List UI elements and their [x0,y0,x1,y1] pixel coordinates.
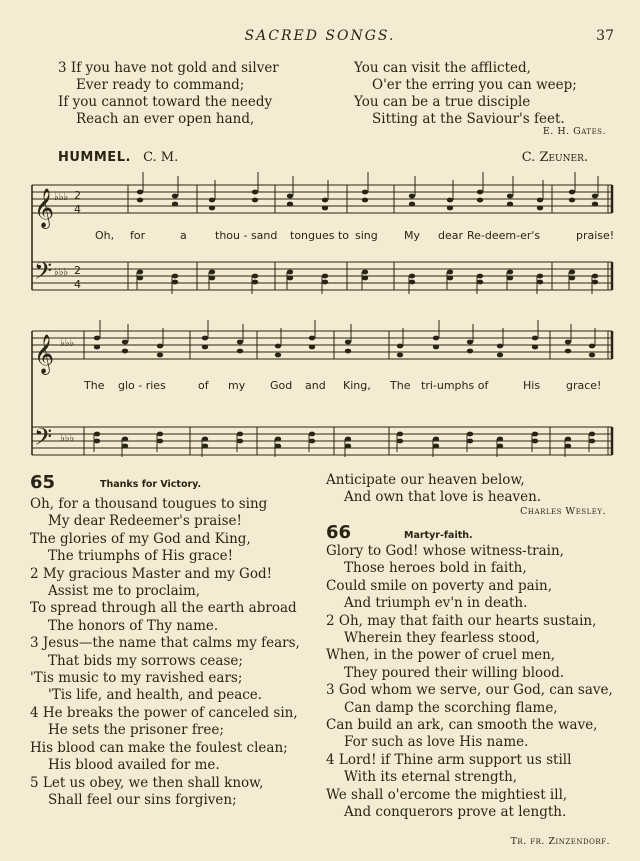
verse-line: For such as love His name. [344,734,529,751]
verse-line: Could smile on poverty and pain, [326,577,553,594]
verse-line: The honors of Thy name. [48,617,219,634]
lyric-syllable: a [180,229,187,242]
hymn-65-number: 65 [30,472,56,493]
verse-line: He sets the prisoner free; [48,722,224,739]
verse-line: Shall feel our sins forgiven; [48,791,237,808]
verse-line: They poured their willing blood. [344,664,565,681]
svg-text:♭♭♭: ♭♭♭ [54,267,69,278]
verse-line: 5 Let us obey, we then shall know, [30,774,264,791]
prev-hymn-right-stanza: You can visit the afflicted, O'er the erring you can weep; You can be a true disciple Sitting at the Saviour's feet. [354,60,577,127]
verse-line: We shall o'ercome the mightiest ill, [326,786,568,803]
prev-hymn-left-stanza: 3 If you have not gold and silver Ever ready to command; If you cannot toward the needy Reach an ever open hand, [58,60,279,127]
svg-text:2: 2 [74,189,81,202]
lyric-syllable: tongues to [290,229,350,242]
hymn-65-text [30,496,300,809]
verse-line: With its eternal strength, [344,769,518,786]
lyric-syllable: for [130,229,146,242]
lyric-syllable: praise! [576,229,615,242]
verse-line: 2 Oh, may that faith our hearts sustain, [326,612,597,629]
verse-line: 3 Jesus—the name that calms my fears, [30,635,300,652]
svg-text:𝄢: 𝄢 [34,257,53,290]
lyric-syllable: thou - sand [215,229,278,242]
verse-line: Glory to God! whose witness-train, [326,543,564,559]
svg-text:𝄞: 𝄞 [34,334,55,374]
verse-line: 3 God whom we serve, our God, can save, [326,682,613,699]
lyric-syllable: tri-umphs of [421,379,489,392]
lyric-syllable: my [228,379,246,392]
lyric-syllable: sing [355,229,378,242]
verse-line: Can damp the scorching flame, [344,699,558,716]
svg-text:4: 4 [74,278,81,291]
hymn-66-number: 66 [326,522,352,543]
hymn-65-title: Thanks for Victory. [100,479,202,490]
tune-meter: C. M. [143,150,179,165]
verse-line: 'Tis life, and health, and peace. [48,687,263,704]
svg-text:♭♭♭: ♭♭♭ [60,338,75,349]
verse-line: Can build an ark, can smooth the wave, [326,717,598,734]
verse-line: When, in the power of cruel men, [326,647,556,664]
verse-line: And triumph ev'n in death. [344,595,528,612]
lyric-syllable: dear [438,229,464,242]
svg-text:4: 4 [74,203,81,216]
lyric-syllable: and [305,379,326,392]
svg-text:♭♭♭: ♭♭♭ [60,433,75,444]
svg-text:𝄞: 𝄞 [34,188,55,228]
verse-line: Oh, for a thousand tougues to sing [30,496,268,512]
hymn-65-continuation: Anticipate our heaven below, And own that love is heaven. [326,472,542,506]
lyric-syllable: His [523,379,541,392]
svg-text:2: 2 [74,264,81,277]
verse-line: That bids my sorrows cease; [48,652,243,669]
lyric-syllable: My [404,229,421,242]
verse-line: Those heroes bold in faith, [344,560,527,577]
lyric-syllable: Oh, [95,229,115,242]
verse-line: And conquerors prove at length. [344,804,567,821]
verse-line: Wherein they fearless stood, [344,630,540,647]
svg-text:𝄢: 𝄢 [34,423,53,456]
verse-line: 'Tis music to my ravished ears; [30,670,243,687]
verse-line: To spread through all the earth abroad [30,600,297,617]
page-number: 37 [596,28,614,44]
hymn-66-author: Tr. fr. Zinzendorf. [510,836,610,847]
verse-line: The glories of my God and King, [30,530,251,547]
verse-line: 4 He breaks the power of canceled sin, [30,704,298,721]
lyric-syllable: The [84,379,105,392]
verse-line: Assist me to proclaim, [48,583,201,600]
lyric-syllable: The [390,379,411,392]
lyric-syllable: grace! [566,379,602,392]
verse-line: 2 My gracious Master and my God! [30,565,273,582]
prev-hymn-author: E. H. Gates. [542,126,606,137]
verse-line: My dear Redeemer's praise! [48,513,242,530]
lyric-syllable: glo - ries [118,379,166,392]
tune-name: HUMMEL. [58,150,131,165]
hymn-65-author: Charles Wesley. [520,506,606,517]
lyric-syllable: Re-deem-er's [467,229,541,242]
verse-line: His blood availed for me. [48,757,220,774]
lyric-syllable: God [270,379,293,392]
verse-line: 4 Lord! if Thine arm support us still [326,751,572,768]
hymn-66-title: Martyr-faith. [404,530,473,541]
verse-line: The triumphs of His grace! [48,548,234,565]
svg-text:♭♭♭: ♭♭♭ [54,192,69,203]
lyric-syllable: King, [343,379,371,392]
running-title: SACRED SONGS. [244,28,396,44]
hymn-66-text [326,543,613,822]
tune-composer: C. Zeuner. [521,150,588,165]
verse-line: His blood can make the foulest clean; [30,739,288,756]
lyric-syllable: of [198,379,209,392]
